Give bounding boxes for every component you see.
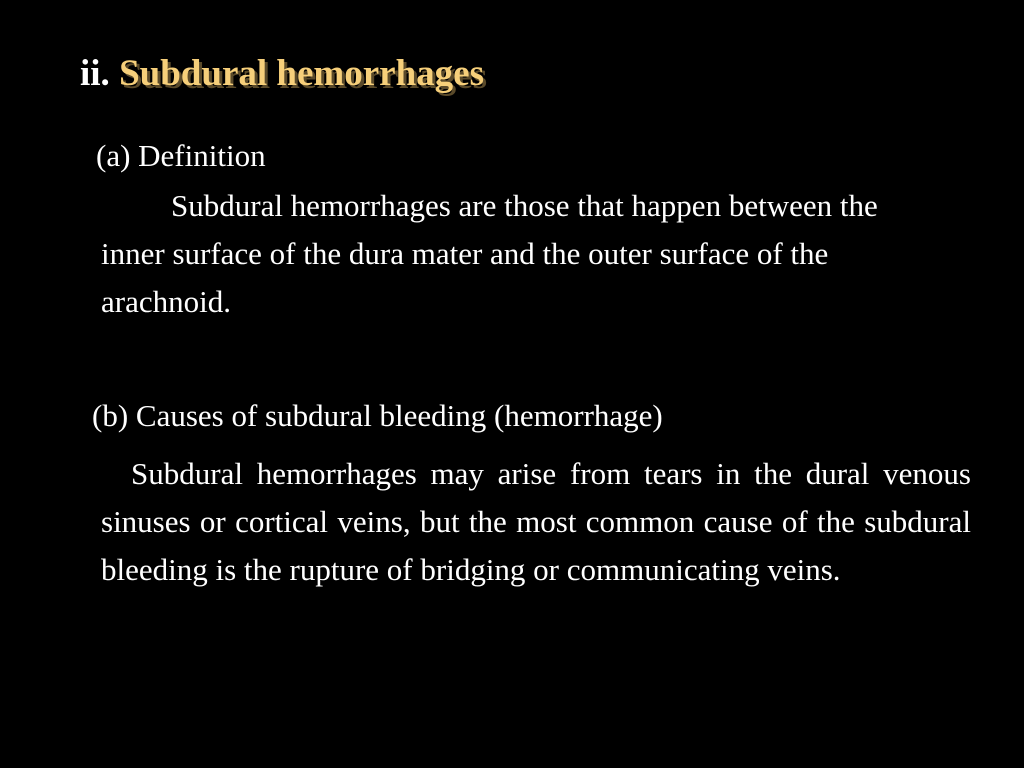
slide-title [80, 52, 484, 96]
section-b-body: Subdural hemorrhages may arise from tears in the dural venous sinuses or cortical veins, but the most common cause of the subdural bleeding is the rupture of bridging or communicating veins. [101, 456, 971, 587]
section-a-body: Subdural hemorrhages are those that happen between the inner surface of the dura mater and the outer surface of the arachnoid. [101, 188, 878, 319]
title-number: ii. [80, 53, 110, 94]
section-b-heading: (b) Causes of subdural bleeding (hemorrhage) [92, 398, 663, 433]
section-a-heading: (a) Definition [96, 138, 266, 173]
title-text: Subdural hemorrhages [119, 53, 484, 94]
